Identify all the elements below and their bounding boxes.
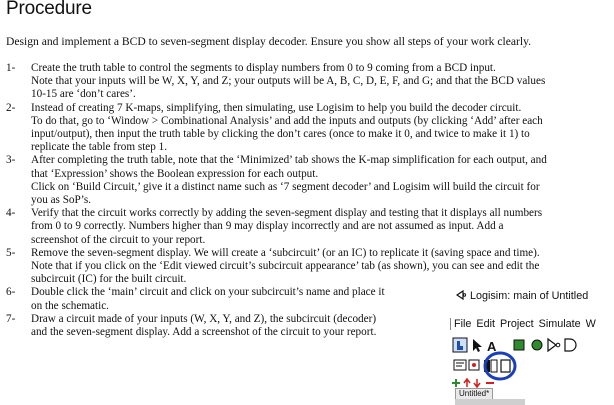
subcircuit-appearance-icon[interactable] (501, 360, 510, 372)
step-text-line: To do that, go to ‘Window > Combinational Analysis’ and add the inputs and outputs (by clicking ‘Add’ after each (31, 114, 543, 127)
intro-paragraph: Design and implement a BCD to seven-segment display decoder. Ensure you show all steps of your work clearly. (6, 35, 532, 48)
step-text-line: Double click the ‘main’ circuit and click on your subcircuit’s name and place it (31, 286, 385, 299)
menu-item[interactable]: Edit (476, 318, 496, 330)
step-number: 6- (6, 286, 16, 299)
edit-appearance-icon[interactable] (469, 360, 479, 370)
step-text-line: from 0 to 9 correctly. Numbers higher than 9 may display incorrectly and are not assumed as input. Add a (31, 220, 504, 233)
step-text-line: Create the truth table to control the segments to display numbers from 0 to 9 coming from a BCD input. (31, 62, 496, 74)
step-item (0, 154, 614, 207)
and-gate-icon[interactable] (565, 339, 576, 351)
not-gate-icon[interactable] (548, 339, 560, 351)
step-text-line: Note that your inputs will be W, X, Y, and Z; your outputs will be A, B, C, D, E, F, and G; and that the BCD values (31, 75, 546, 88)
step-number: 3- (6, 154, 16, 167)
edit-layout-icon[interactable] (454, 360, 466, 370)
logisim-logo-icon (456, 290, 466, 300)
step-number: 7- (6, 312, 16, 325)
menu-item[interactable]: W (585, 318, 596, 330)
input-pin-icon[interactable] (514, 340, 524, 350)
step-item (0, 207, 614, 247)
step-text-line: 10-15 are ‘don’t cares’. (31, 88, 136, 101)
project-tab-untitled[interactable]: Untitled* (455, 388, 493, 400)
step-text-line: screenshot of the circuit to your report. (31, 233, 206, 246)
step-item (0, 102, 614, 155)
step-text-line: input/output), then input the truth table by clicking the don’t cares (once to make it 0, and twice to make it 1) to (31, 128, 530, 141)
add-circuit-icon[interactable] (452, 379, 460, 387)
step-text-line: Instead of creating 7 K-maps, simplifying, then simulating, use Logisim to help you build the decoder circuit. (31, 101, 522, 114)
step-text-line: Note that if you click on the ‘Edit viewed circuit’s subcircuit appearance’ tab (as shown), you can see and edit the (31, 260, 540, 273)
step-text-line: and the seven-segment display. Add a screenshot of the circuit to your report. (31, 326, 377, 339)
explorer-pane (455, 399, 525, 405)
text-tool-icon[interactable]: A (487, 339, 497, 354)
step-text-line: Remove the seven-segment display. We will create a ‘subcircuit’ (or an IC) to replicate it (saving space and time). (31, 246, 540, 259)
step-text-line: that ‘Expression’ shows the Boolean expression for each output. (31, 167, 319, 180)
menu-item[interactable]: File (454, 318, 472, 330)
step-item (0, 62, 614, 102)
poke-tool-icon[interactable] (453, 338, 467, 352)
logisim-toolbar (451, 335, 601, 395)
step-number: 1- (6, 62, 16, 74)
page-title: Procedure (6, 0, 92, 19)
output-pin-icon[interactable] (532, 340, 542, 350)
logisim-window-title: Logisim: main of Untitled (456, 290, 588, 302)
step-text-line: Verify that the circuit works correctly by adding the seven-segment display and testing that it displays all numbers (31, 207, 543, 220)
logisim-screenshot (447, 290, 614, 405)
step-number: 4- (6, 207, 16, 220)
menu-item[interactable]: Project (500, 318, 534, 330)
step-text-line: Draw a circuit made of your inputs (W, X, Y, and Z), the subcircuit (decoder) (31, 312, 377, 325)
logisim-menu-bar (450, 318, 601, 330)
step-text-line: After completing the truth table, note that the ‘Minimized’ tab shows the K-map simplification for each output, and (31, 154, 547, 167)
step-item (0, 247, 614, 287)
step-number: 2- (6, 101, 16, 114)
move-down-icon[interactable] (474, 379, 480, 387)
step-text-line: you as SoP’s. (31, 194, 91, 207)
step-text-line: on the schematic. (31, 299, 109, 312)
menu-item[interactable]: Simulate (538, 318, 581, 330)
step-text-line: replicate the table from step 1. (31, 141, 168, 154)
step-number: 5- (6, 246, 16, 259)
move-up-icon[interactable] (464, 379, 470, 387)
step-text-line: subcircuit (IC) for the built circuit. (31, 273, 187, 286)
select-tool-icon[interactable] (473, 339, 482, 352)
step-text-line: Click on ‘Build Circuit,’ give it a distinct name such as ‘7 segment decoder’ and Logisim will build the circuit for (31, 180, 540, 193)
